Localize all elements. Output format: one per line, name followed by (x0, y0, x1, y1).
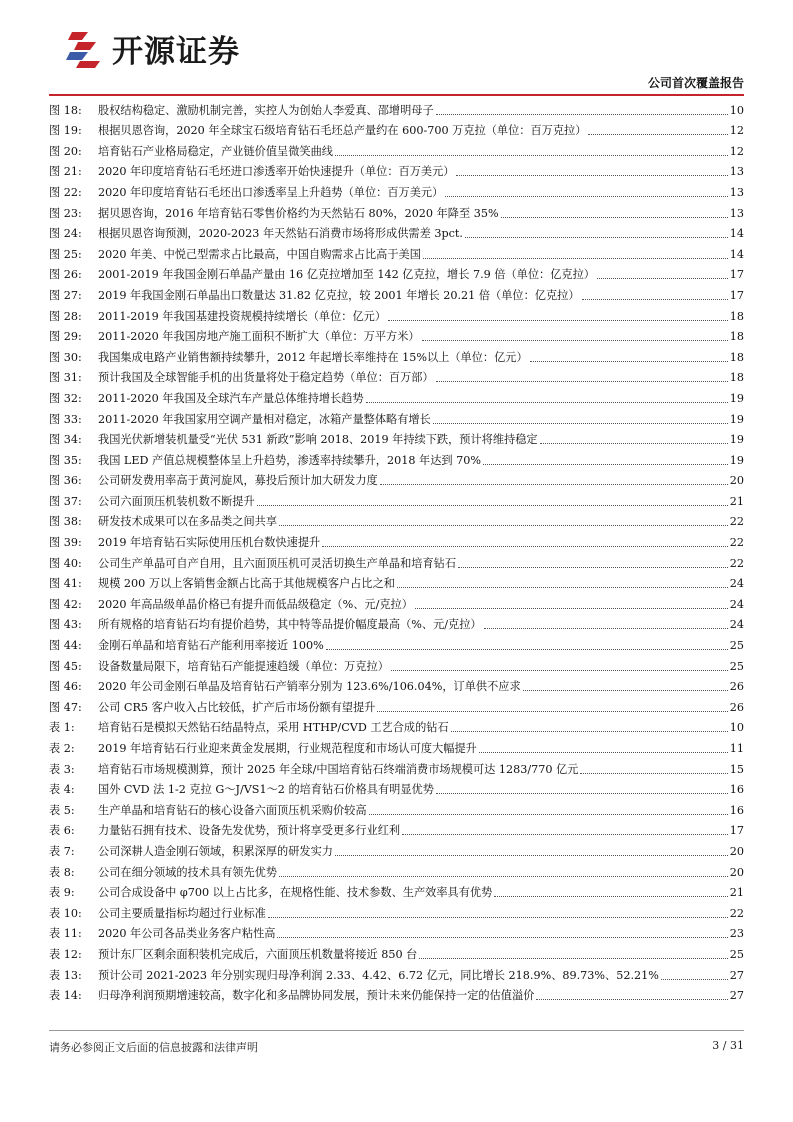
disclaimer-note: 请务必参阅正文后面的信息披露和法律声明 (49, 1041, 258, 1054)
figure-entry[interactable] (49, 694, 744, 715)
entry-label: 表 11: (49, 927, 82, 941)
leader-dots (530, 361, 728, 362)
entry-page: 20 (729, 844, 744, 858)
leader-dots (588, 134, 727, 135)
leader-dots (445, 196, 727, 197)
report-type: 公司首次覆盖报告 (647, 76, 744, 90)
entry-page: 19 (729, 433, 744, 447)
entry-title: 预计东厂区剩余面积装机完成后，六面顶压机数量将接近 850 台 (98, 947, 418, 961)
figure-entry[interactable] (49, 97, 744, 118)
entry-label: 表 7: (49, 844, 75, 858)
entry-page: 13 (729, 206, 744, 220)
entry-title: 2019 年培育钻石实际使用压机台数快速提升 (98, 536, 321, 550)
entry-title: 公司在细分领域的技术具有领先优势 (98, 865, 278, 879)
figure-table-index (49, 97, 744, 1003)
figure-entry[interactable] (49, 447, 744, 468)
table-entry[interactable] (49, 838, 744, 859)
entry-title: 预计公司 2021-2023 年分别实现归母净利润 2.33、4.42、6.72 亿元，同比增长 218.9%、89.73%、52.21% (98, 968, 659, 982)
entry-label: 图 18: (49, 103, 82, 117)
entry-label: 图 28: (49, 309, 82, 323)
entry-label: 图 22: (49, 185, 82, 199)
entry-label: 图 41: (49, 577, 82, 591)
entry-title: 根据贝恩咨询预测，2020-2023 年天然钻石消费市场将形成供需差 3pct. (98, 227, 463, 241)
entry-page: 26 (729, 680, 744, 694)
entry-label: 表 10: (49, 906, 82, 920)
entry-page: 17 (729, 824, 744, 838)
leader-dots (422, 340, 728, 341)
entry-page: 10 (729, 103, 744, 117)
leader-dots (523, 690, 728, 691)
entry-label: 图 38: (49, 515, 82, 529)
leader-dots (494, 896, 727, 897)
entry-title: 金刚石单晶和培育钻石产能利用率接近 100% (98, 639, 324, 653)
table-entry[interactable] (49, 962, 744, 983)
entry-title: 股权结构稳定、激励机制完善，实控人为创始人李爱真、邵增明母子 (98, 103, 434, 117)
entry-title: 力量钻石拥有技术、设备先发优势，预计将享受更多行业红利 (98, 824, 401, 838)
entry-label: 图 25: (49, 247, 82, 261)
entry-page: 24 (729, 597, 744, 611)
leader-dots (597, 278, 728, 279)
entry-label: 表 2: (49, 742, 75, 755)
entry-page: 15 (729, 762, 744, 776)
entry-label: 图 23: (49, 206, 82, 220)
entry-title: 2020 年公司金刚石单晶及培育钻石产销率分别为 123.6%/106.04%，订单供不应求 (98, 680, 521, 694)
entry-title: 公司主要质量指标均超过行业标准 (98, 906, 266, 920)
entry-label: 图 32: (49, 391, 82, 405)
figure-entry[interactable] (49, 653, 744, 674)
entry-label: 表 6: (49, 824, 75, 838)
leader-dots (388, 320, 728, 321)
entry-label: 表 5: (49, 803, 75, 817)
entry-title: 设备数量局限下，培育钻石产能提速趋缓（单位：万克拉） (98, 659, 389, 673)
entry-label: 图 44: (49, 639, 82, 653)
entry-title: 公司 CR5 客户收入占比较低，扩产后市场份额有望提升 (98, 700, 376, 714)
entry-title: 生产单晶和培育钻石的核心设备六面顶压机采购价较高 (98, 803, 367, 817)
entry-title: 所有规格的培育钻石均有提价趋势，其中特等品提价幅度最高（%、元/克拉） (98, 618, 482, 632)
entry-title: 预计我国及全球智能手机的出货量将处于稳定趋势（单位：百万部） (98, 371, 434, 385)
table-entry[interactable] (49, 921, 744, 942)
entry-page: 22 (729, 556, 744, 570)
entry-label: 表 9: (49, 886, 75, 900)
entry-title: 公司研发费用率高于黄河旋风，募投后预计加大研发力度 (98, 474, 378, 488)
entry-page: 13 (729, 165, 744, 179)
brand-logo (66, 28, 240, 68)
entry-page: 21 (729, 494, 744, 508)
entry-title: 公司深耕人造金刚石领域，积累深厚的研发实力 (98, 844, 333, 858)
leader-dots (415, 608, 728, 609)
leader-dots (458, 567, 728, 568)
leader-dots (582, 299, 728, 300)
entry-title: 归母净利润预期增速较高，数字化和多品牌协同发展，预计未来仍能保持一定的估值溢价 (98, 989, 535, 1003)
entry-label: 表 8: (49, 865, 75, 879)
leader-dots (456, 175, 727, 176)
leader-dots (402, 834, 728, 835)
entry-title: 根据贝恩咨询，2020 年全球宝石级培育钻石毛坯总产量约在 600-700 万克拉（单位：百万克拉） (98, 124, 587, 138)
entry-title: 2011-2020 年我国家用空调产量相对稳定，冰箱产量整体略有增长 (98, 412, 431, 426)
entry-title: 2020 年高品级单晶价格已有提升而低品级稳定（%、元/克拉） (98, 597, 413, 611)
figure-entry[interactable] (49, 221, 744, 242)
entry-title: 研发技术成果可以在多品类之间共享 (98, 515, 278, 529)
entry-page: 25 (729, 659, 744, 673)
entry-page: 27 (729, 989, 744, 1003)
leader-dots (279, 525, 728, 526)
entry-label: 表 1: (49, 721, 75, 735)
entry-page: 21 (729, 886, 744, 900)
entry-label: 图 26: (49, 268, 82, 282)
table-entry[interactable] (49, 880, 744, 901)
entry-page: 25 (729, 639, 744, 653)
figure-entry[interactable] (49, 612, 744, 633)
figure-entry[interactable] (49, 344, 744, 365)
figure-entry[interactable] (49, 200, 744, 221)
entry-page: 25 (729, 947, 744, 961)
entry-label: 表 13: (49, 968, 82, 982)
entry-label: 图 33: (49, 412, 82, 426)
entry-title: 公司合成设备中 φ700 以上占比多，在规格性能、技术参数、生产效率具有优势 (98, 886, 493, 900)
leader-dots (465, 237, 728, 238)
entry-title: 培育钻石产业格局稳定，产业链价值呈微笑曲线 (98, 144, 333, 158)
kaiyuan-logo-icon (66, 28, 104, 68)
leader-dots (369, 814, 728, 815)
figure-entry[interactable] (49, 488, 744, 509)
entry-page: 12 (729, 124, 744, 138)
leader-dots (335, 855, 728, 856)
entry-page: 12 (729, 144, 744, 158)
figure-entry[interactable] (49, 241, 744, 262)
entry-label: 图 21: (49, 165, 82, 179)
entry-title: 2001-2019 年我国金刚石单晶产量由 16 亿克拉增加至 142 亿克拉，增长 7.9 倍（单位：亿克拉） (98, 268, 595, 282)
entry-label: 图 39: (49, 536, 82, 550)
entry-page: 18 (729, 350, 744, 364)
figure-entry[interactable] (49, 118, 744, 139)
entry-label: 表 3: (49, 762, 75, 776)
entry-label: 表 14: (49, 989, 82, 1003)
figure-entry[interactable] (49, 159, 744, 180)
figure-entry[interactable] (49, 262, 744, 283)
figure-entry[interactable] (49, 674, 744, 695)
table-entry[interactable] (49, 818, 744, 839)
figure-entry[interactable] (49, 550, 744, 571)
entry-title: 公司六面顶压机装机数不断提升 (98, 494, 255, 508)
entry-page: 16 (729, 803, 744, 817)
entry-page: 19 (729, 412, 744, 426)
entry-page: 17 (729, 288, 744, 302)
entry-label: 图 42: (49, 597, 82, 611)
table-entry[interactable] (49, 777, 744, 798)
leader-dots (397, 587, 728, 588)
entry-title: 我国 LED 产值总规模整体呈上升趋势，渗透率持续攀升，2018 年达到 70% (98, 453, 482, 467)
figure-entry[interactable] (49, 468, 744, 489)
entry-label: 图 34: (49, 433, 82, 447)
entry-title: 2020 年印度培育钻石毛坯进口渗透率开始快速提升（单位：百万美元） (98, 165, 455, 179)
entry-title: 2019 年培育钻石行业迎来黄金发展期，行业规范程度和市场认可度大幅提升 (98, 742, 477, 755)
entry-label: 表 4: (49, 783, 75, 797)
entry-title: 2019 年我国金刚石单晶出口数量达 31.82 亿克拉，较 2001 年增长 20.21 倍（单位：亿克拉） (98, 288, 580, 302)
leader-dots (451, 731, 728, 732)
entry-page: 14 (729, 247, 744, 261)
entry-page: 22 (729, 536, 744, 550)
entry-label: 表 12: (49, 947, 82, 961)
entry-page: 27 (729, 968, 744, 982)
entry-title: 培育钻石市场规模测算，预计 2025 年全球/中国培育钻石终端消费市场规模可达 1283/770 亿元 (98, 762, 579, 776)
entry-label: 图 27: (49, 288, 82, 302)
footer-divider (49, 1030, 744, 1031)
entry-page: 23 (729, 927, 744, 941)
figure-entry[interactable] (49, 406, 744, 427)
leader-dots (536, 999, 727, 1000)
entry-page: 24 (729, 577, 744, 591)
entry-label: 图 43: (49, 618, 82, 632)
entry-label: 图 35: (49, 453, 82, 467)
entry-title: 2011-2020 年我国及全球汽车产量总体维持增长趋势 (98, 391, 364, 405)
figure-entry[interactable] (49, 591, 744, 612)
table-entry[interactable] (49, 941, 744, 962)
entry-title: 2020 年公司各品类业务客户粘性高 (98, 927, 276, 941)
leader-dots (501, 217, 728, 218)
leader-dots (433, 423, 728, 424)
figure-entry[interactable] (49, 509, 744, 530)
figure-entry[interactable] (49, 385, 744, 406)
entry-title: 2020 年印度培育钻石毛坯出口渗透率呈上升趋势（单位：百万美元） (98, 185, 444, 199)
entry-page: 22 (729, 906, 744, 920)
entry-page: 18 (729, 371, 744, 385)
entry-label: 图 46: (49, 680, 82, 694)
leader-dots (322, 546, 728, 547)
leader-dots (436, 793, 728, 794)
entry-page: 11 (729, 742, 744, 755)
leader-dots (279, 876, 728, 877)
entry-page: 14 (729, 227, 744, 241)
figure-entry[interactable] (49, 324, 744, 345)
entry-page: 26 (729, 700, 744, 714)
entry-title: 2011-2020 年我国房地产施工面积不断扩大（单位：万平方米） (98, 330, 420, 344)
leader-dots (326, 649, 728, 650)
entry-page: 24 (729, 618, 744, 632)
entry-page: 10 (729, 721, 744, 735)
entry-page: 16 (729, 783, 744, 797)
table-entry[interactable] (49, 900, 744, 921)
entry-title: 我国集成电路产业销售额持续攀升，2012 年起增长率维持在 15%以上（单位：亿元） (98, 350, 528, 364)
table-entry[interactable] (49, 735, 744, 756)
leader-dots (580, 773, 727, 774)
figure-entry[interactable] (49, 365, 744, 386)
entry-title: 公司生产单晶可自产自用，且六面顶压机可灵活切换生产单晶和培育钻石 (98, 556, 457, 570)
leader-dots (277, 937, 727, 938)
table-entry[interactable] (49, 715, 744, 736)
leader-dots (484, 628, 728, 629)
entry-page: 19 (729, 453, 744, 467)
leader-dots (479, 752, 728, 753)
entry-page: 18 (729, 309, 744, 323)
entry-page: 20 (729, 865, 744, 879)
leader-dots (483, 464, 728, 465)
entry-label: 图 29: (49, 330, 82, 344)
leader-dots (540, 443, 728, 444)
entry-label: 图 19: (49, 124, 82, 138)
brand-name: 开源证券 (112, 33, 240, 70)
leader-dots (436, 114, 728, 115)
entry-label: 图 20: (49, 144, 82, 158)
page-number: 3 / 31 (712, 1039, 744, 1052)
leader-dots (661, 979, 728, 980)
table-entry[interactable] (49, 756, 744, 777)
entry-label: 图 36: (49, 474, 82, 488)
entry-label: 图 31: (49, 371, 82, 385)
entry-title: 我国光伏新增装机量受“光伏 531 新政”影响 2018、2019 年持续下跌，预计将维持稳定 (98, 433, 538, 447)
leader-dots (380, 484, 728, 485)
entry-page: 18 (729, 330, 744, 344)
leader-dots (377, 711, 727, 712)
leader-dots (391, 670, 728, 671)
leader-dots (423, 258, 728, 259)
leader-dots (335, 155, 728, 156)
entry-page: 13 (729, 185, 744, 199)
entry-title: 规模 200 万以上客销售金额占比高于其他规模客户占比之和 (98, 577, 395, 591)
table-entry[interactable] (49, 797, 744, 818)
leader-dots (419, 958, 727, 959)
figure-entry[interactable] (49, 138, 744, 159)
entry-title: 2020 年美、中悦己型需求占比最高，中国自购需求占比高于美国 (98, 247, 421, 261)
entry-page: 17 (729, 268, 744, 282)
figure-entry[interactable] (49, 427, 744, 448)
entry-title: 2011-2019 年我国基建投资规模持续增长（单位：亿元） (98, 309, 387, 323)
leader-dots (436, 381, 728, 382)
leader-dots (257, 505, 728, 506)
figure-entry[interactable] (49, 282, 744, 303)
table-entry[interactable] (49, 983, 744, 1004)
entry-label: 图 45: (49, 659, 82, 673)
entry-title: 据贝恩咨询，2016 年培育钻石零售价格约为天然钻石 80%，2020 年降至 35% (98, 206, 499, 220)
entry-label: 图 30: (49, 350, 82, 364)
figure-entry[interactable] (49, 179, 744, 200)
figure-entry[interactable] (49, 529, 744, 550)
leader-dots (268, 917, 728, 918)
entry-label: 图 47: (49, 700, 82, 714)
entry-title: 国外 CVD 法 1-2 克拉 G～J/VS1～2 的培育钻石价格具有明显优势 (98, 783, 434, 797)
figure-entry[interactable] (49, 571, 744, 592)
figure-entry[interactable] (49, 632, 744, 653)
leader-dots (366, 402, 728, 403)
entry-label: 图 40: (49, 556, 82, 570)
table-entry[interactable] (49, 859, 744, 880)
entry-page: 19 (729, 391, 744, 405)
entry-label: 图 24: (49, 227, 82, 241)
entry-page: 20 (729, 474, 744, 488)
entry-title: 培育钻石是模拟天然钻石结晶特点，采用 HTHP/CVD 工艺合成的钻石 (98, 721, 449, 735)
figure-entry[interactable] (49, 303, 744, 324)
entry-label: 图 37: (49, 494, 82, 508)
entry-page: 22 (729, 515, 744, 529)
header-divider (49, 94, 744, 96)
